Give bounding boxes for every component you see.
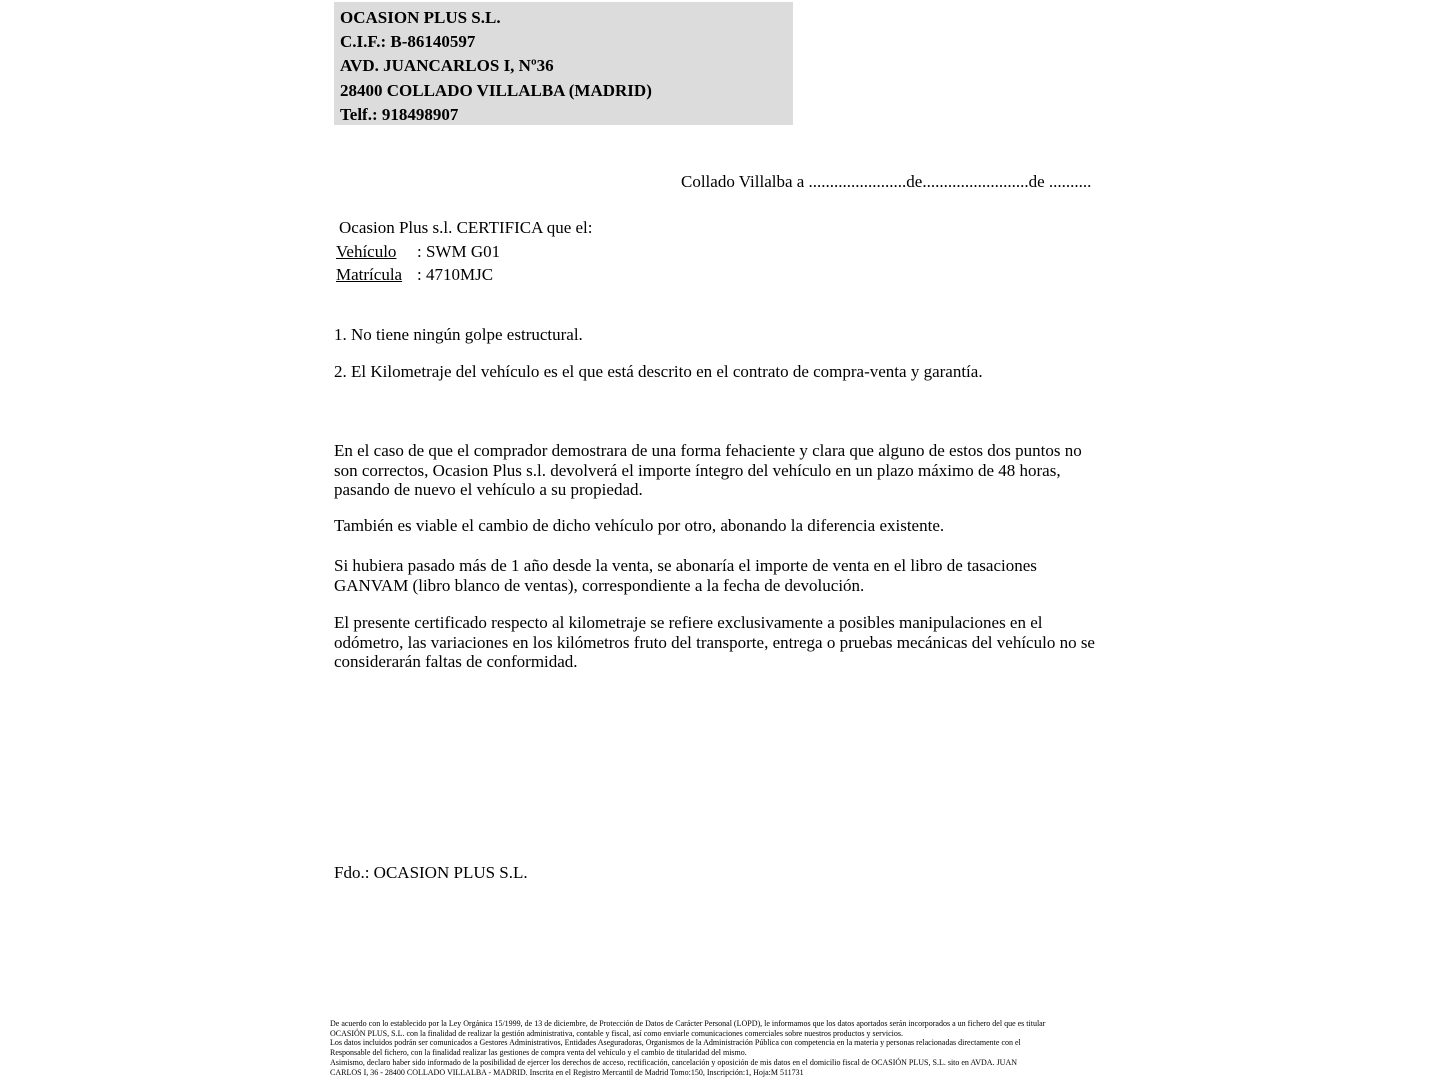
certification-intro: Ocasion Plus s.l. CERTIFICA que el: <box>339 218 593 237</box>
legal-footer <box>330 1019 1114 1077</box>
date-line: Collado Villalba a .......................de.........................de .......... <box>681 172 1092 191</box>
company-address: AVD. JUANCARLOS I, Nº36 <box>340 56 554 76</box>
company-city: 28400 COLLADO VILLALBA (MADRID) <box>340 80 652 100</box>
vehicle-field-label: Vehículo <box>336 241 397 261</box>
legal-line-6: CARLOS I, 36 - 28400 COLLADO VILLALBA - MADRID. Inscrita en el Registro Mercantil de Madrid Tomo:150, Inscripción:1, Hoja:M 511731 <box>330 1067 804 1077</box>
plate-field-label: Matrícula <box>336 265 403 284</box>
legal-line-4: Responsable del fichero, con la finalidad realizar las gestiones de compra venta del vehículo y el cambio de titularidad del mismo. <box>330 1048 747 1058</box>
body-paragraph-odometer: El presente certificado respecto al kilometraje se refiere exclusivamente a posibles manipulaciones en el odómetro, las variaciones en los kilómetros fruto del transporte, entrega o pruebas mecánicas del vehículo no se considerarán faltas de conformidad. <box>334 613 1095 672</box>
signature-line: Fdo.: OCASION PLUS S.L. <box>334 863 528 882</box>
vehicle-field <box>336 240 593 264</box>
legal-line-2: OCASIÓN PLUS, S.L. con la finalidad de realizar la gestión administrativa, contable y fiscal, así como enviarle comunicaciones comerciales sobre nuestros productos y servicios. <box>330 1028 903 1038</box>
legal-line-5: Asimismo, declaro haber sido informado de la posibilidad de ejercer los derechos de acceso, rectificación, cancelación y oposición de mis datos en el domicilio fiscal de OCASIÓN PLUS, S.L. sito en AVDA. JUAN <box>330 1057 1018 1067</box>
body-paragraph-exchange: También es viable el cambio de dicho vehículo por otro, abonando la diferencia existente. <box>334 516 945 535</box>
plate-field <box>336 263 593 287</box>
company-phone: Telf.: 918498907 <box>340 104 459 124</box>
vehicle-field-value: : SWM G01 <box>417 241 501 261</box>
condition-item-2: 2. El Kilometraje del vehículo es el que está descrito en el contrato de compra-venta y garantía. <box>334 362 983 381</box>
body-paragraph-ganvam: Si hubiera pasado más de 1 año desde la venta, se abonaría el importe de venta en el libro de tasaciones GANVAM (libro blanco de ventas), correspondiente a la fecha de devolución. <box>334 556 1037 595</box>
company-name: OCASION PLUS S.L. <box>340 8 501 27</box>
plate-field-value: : 4710MJC <box>417 265 494 284</box>
company-cif: C.I.F.: B-86140597 <box>340 32 476 52</box>
condition-item-1: 1. No tiene ningún golpe estructural. <box>334 325 583 344</box>
company-header-block <box>334 2 793 125</box>
legal-line-1: De acuerdo con lo establecido por la Ley Orgánica 15/1999, de 13 de diciembre, de Protección de Datos de Carácter Personal (LOPD), le informamos que los datos aportados serán incorporados a un fichero del que es titular <box>330 1019 1046 1028</box>
legal-line-3: Los datos incluidos podrán ser comunicados a Gestores Administrativos, Entidades Aseguradoras, Organismos de la Administración Pública con competencia en la materia y personas relacionadas directamente con el <box>330 1038 1021 1048</box>
body-paragraph-refund: En el caso de que el comprador demostrara de una forma fehaciente y clara que alguno de estos dos puntos no son correctos, Ocasion Plus s.l. devolverá el importe íntegro del vehículo en un plazo máximo de 48 horas, pasando de nuevo el vehículo a su propiedad. <box>334 441 1082 500</box>
certification-block <box>336 216 593 287</box>
